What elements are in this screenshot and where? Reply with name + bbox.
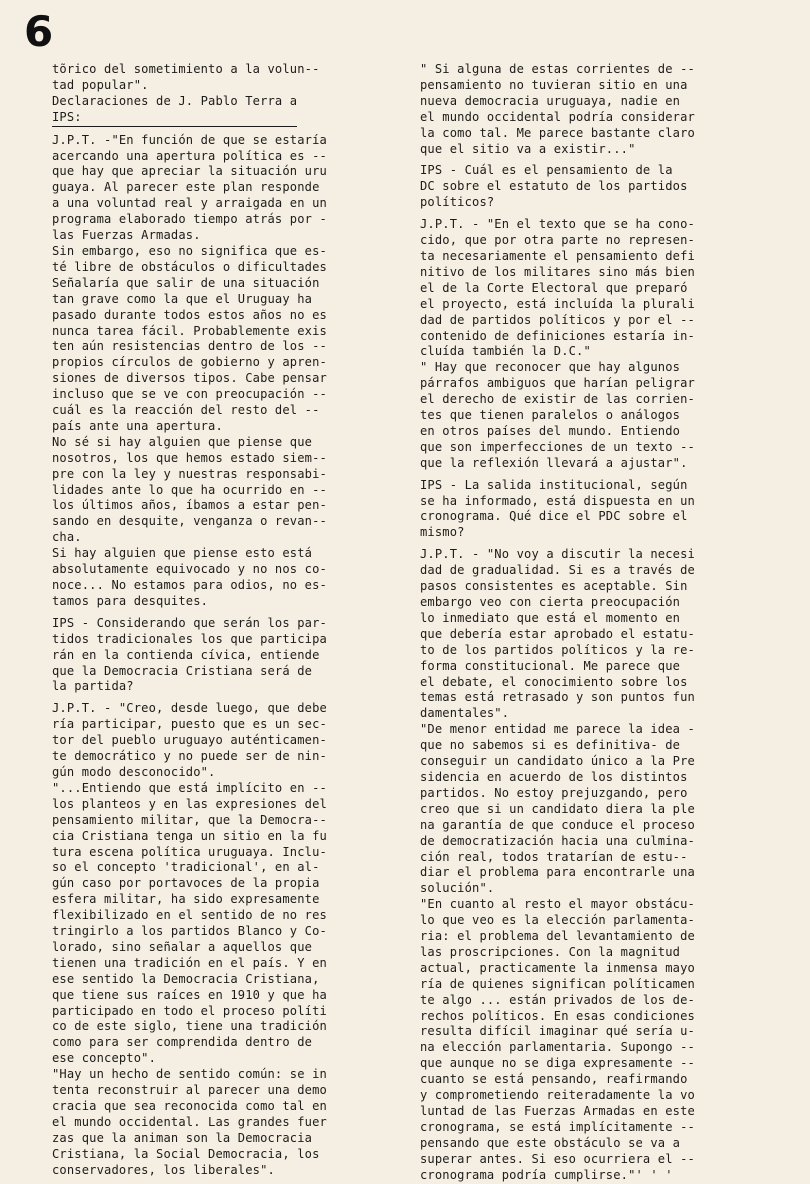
paragraph: "Hay un hecho de sentido común: se in tenta reconstruir al parecer una demo cracia que sea reconocida como tal en el mundo occidental. Las grandes fuer zas que la animan son la Democracia Cristiana, la Social Democracia, los conservadores, los liberales". [52, 1067, 327, 1177]
paragraph: J.P.T. - "En el texto que se ha cono- cido, que por otra parte no represen- ta necesariamente el pensamiento defi nitivo de los militares sino más bien el de la Corte Electoral que preparó el proyecto, está incluída la plurali dad de partidos políticos y por el -- contenido de definiciones estaría in- cluída también la D.C." [420, 217, 695, 359]
paragraph: "En cuanto al resto el mayor obstácu- lo que veo es la elección parlamenta- ria: el problema del levantamiento de las proscripciones. Con la magnitud actual, practicamente la inmensa mayo ría de quienes significan políticamen te algo ... están privados de los de- rechos políticos. En esas condiciones resulta difícil imaginar qué sería u- na elección parlamentaria. Supongo -- que aunque no se diga expresamente -- cuanto se está pensando, reafirmando y comprometiendo reiteradamente la vo luntad de las Fuerzas Armadas en este cronograma, se está implícitamente -- pensando que este obstáculo se va a superar antes. Si eso ocurriera el -- cronograma podría cumplirse."' ' ' [420, 897, 695, 1182]
page-number: 6 [24, 7, 54, 56]
section-heading-text: Declaraciones de J. Pablo Terra a IPS: [52, 94, 297, 127]
paragraph: IPS - Cuál es el pensamiento de la DC sobre el estatuto de los partidos políticos? [420, 163, 688, 210]
paragraph: Sin embargo, eso no significa que es- té libre de obstáculos o dificultades Señalaría que salir de una situación tan grave como la que el Uruguay ha pasado durante todos estos años no es nunca tarea fácil. Probablemente exis ten aún resistencias dentro de los -- propios círculos de gobierno y apren- siones de diversos tipos. Cabe pensar incluso que se ve con preocupación -- cuál es la reacción del resto del -- país ante una apertura. [52, 243, 327, 433]
paragraph: " Si alguna de estas corrientes de -- pensamiento no tuvieran sitio en una nueva democracia uruguaya, nadie en el mundo occidental podría considerar la como tal. Me parece bastante claro que el sitio va a existir..." [420, 62, 695, 156]
paragraph: No sé si hay alguien que piense que nosotros, los que hemos estado siem-- pre con la ley y nuestras responsabi- lidades ante lo que ha ocurrido en -- los últimos años, íbamos a estar pen- sando en desquite, venganza o revan-- cha. [52, 434, 327, 545]
paragraph: "De menor entidad me parece la idea - que no sabemos si es definitiva- de conseguir un candidato único a la Pre sidencia en acuerdo de los distintos partidos. No estoy prejuzgando, pero creo que si un candidato diera la ple na garantía de que conduce el proceso de democratización hacia una culmina- ción real, todos tratarían de estu-- diar el problema para encontrarle una solución". [420, 722, 695, 896]
paragraph: tõrico del sometimiento a la volun-- tad popular". [52, 62, 320, 92]
section-heading [52, 94, 392, 127]
paragraph: J.P.T. - "No voy a discutir la necesi dad de gradualidad. Si es a través de pasos consistentes es aceptable. Sin embargo veo con cierta preocupación lo inmediato que está el momento en que debería estar aprobado el estatu- to de los partidos políticos y la re- forma constitucional. Me parece que el debate, el conocimiento sobre los temas está retrasado y son puntos fun damentales". [420, 547, 695, 721]
paragraph: "...Entiendo que está implícito en -- los planteos y en las expresiones del pensamiento militar, que la Democra-- cia Cristiana tenga un sitio en la fu tura escena política uruguaya. Inclu- so el concepto 'tradicional', en al- gún caso por portavoces de la propia esfera militar, ha sido expresamente flexibilizado en el sentido de no res tringirlo a los partidos Blanco y Co- lorado, sino señalar a aquellos que tienen una tradición en el país. Y en ese sentido la Democracia Cristiana, que tiene sus raíces en 1910 y que ha participado en todo el proceso políti co de este siglo, tiene una tradición como para ser comprendida dentro de ese concepto". [52, 780, 327, 1066]
right-column [420, 62, 760, 1184]
left-column [52, 62, 392, 1179]
paragraph: IPS - La salida institucional, según se ha informado, está dispuesta en un cronograma. Qué dice el PDC sobre el mismo? [420, 477, 695, 540]
paragraph: J.P.T. - "Creo, desde luego, que debe ría participar, puesto que es un sec- tor del pueblo uruguayo auténticamen- te democrático y no puede ser de nin- gún modo desconocido". [52, 701, 327, 779]
paragraph: " Hay que reconocer que hay algunos párrafos ambiguos que harían peligrar el derecho de existir de las corrien- tes que tienen paralelos o análogos en otros países del mundo. Entiendo que son imperfecciones de un texto -- que la reflexión llevará a ajustar". [420, 360, 695, 470]
paragraph: Si hay alguien que piense esto está absolutamente equivocado y no nos co- noce... No estamos para odios, no es- tamos para desquites. [52, 546, 327, 608]
paragraph: IPS - Considerando que serán los par- tidos tradicionales los que participa rán en la contienda cívica, entiende que la Democracia Cristiana será de la partida? [52, 615, 327, 694]
paragraph: J.P.T. -"En función de que se estaría acercando una apertura política es -- que hay que apreciar la situación uru guaya. Al parecer este plan responde a una voluntad real y arraigada en un programa elaborado tiempo atrás por - las Fuerzas Armadas. [52, 132, 327, 243]
